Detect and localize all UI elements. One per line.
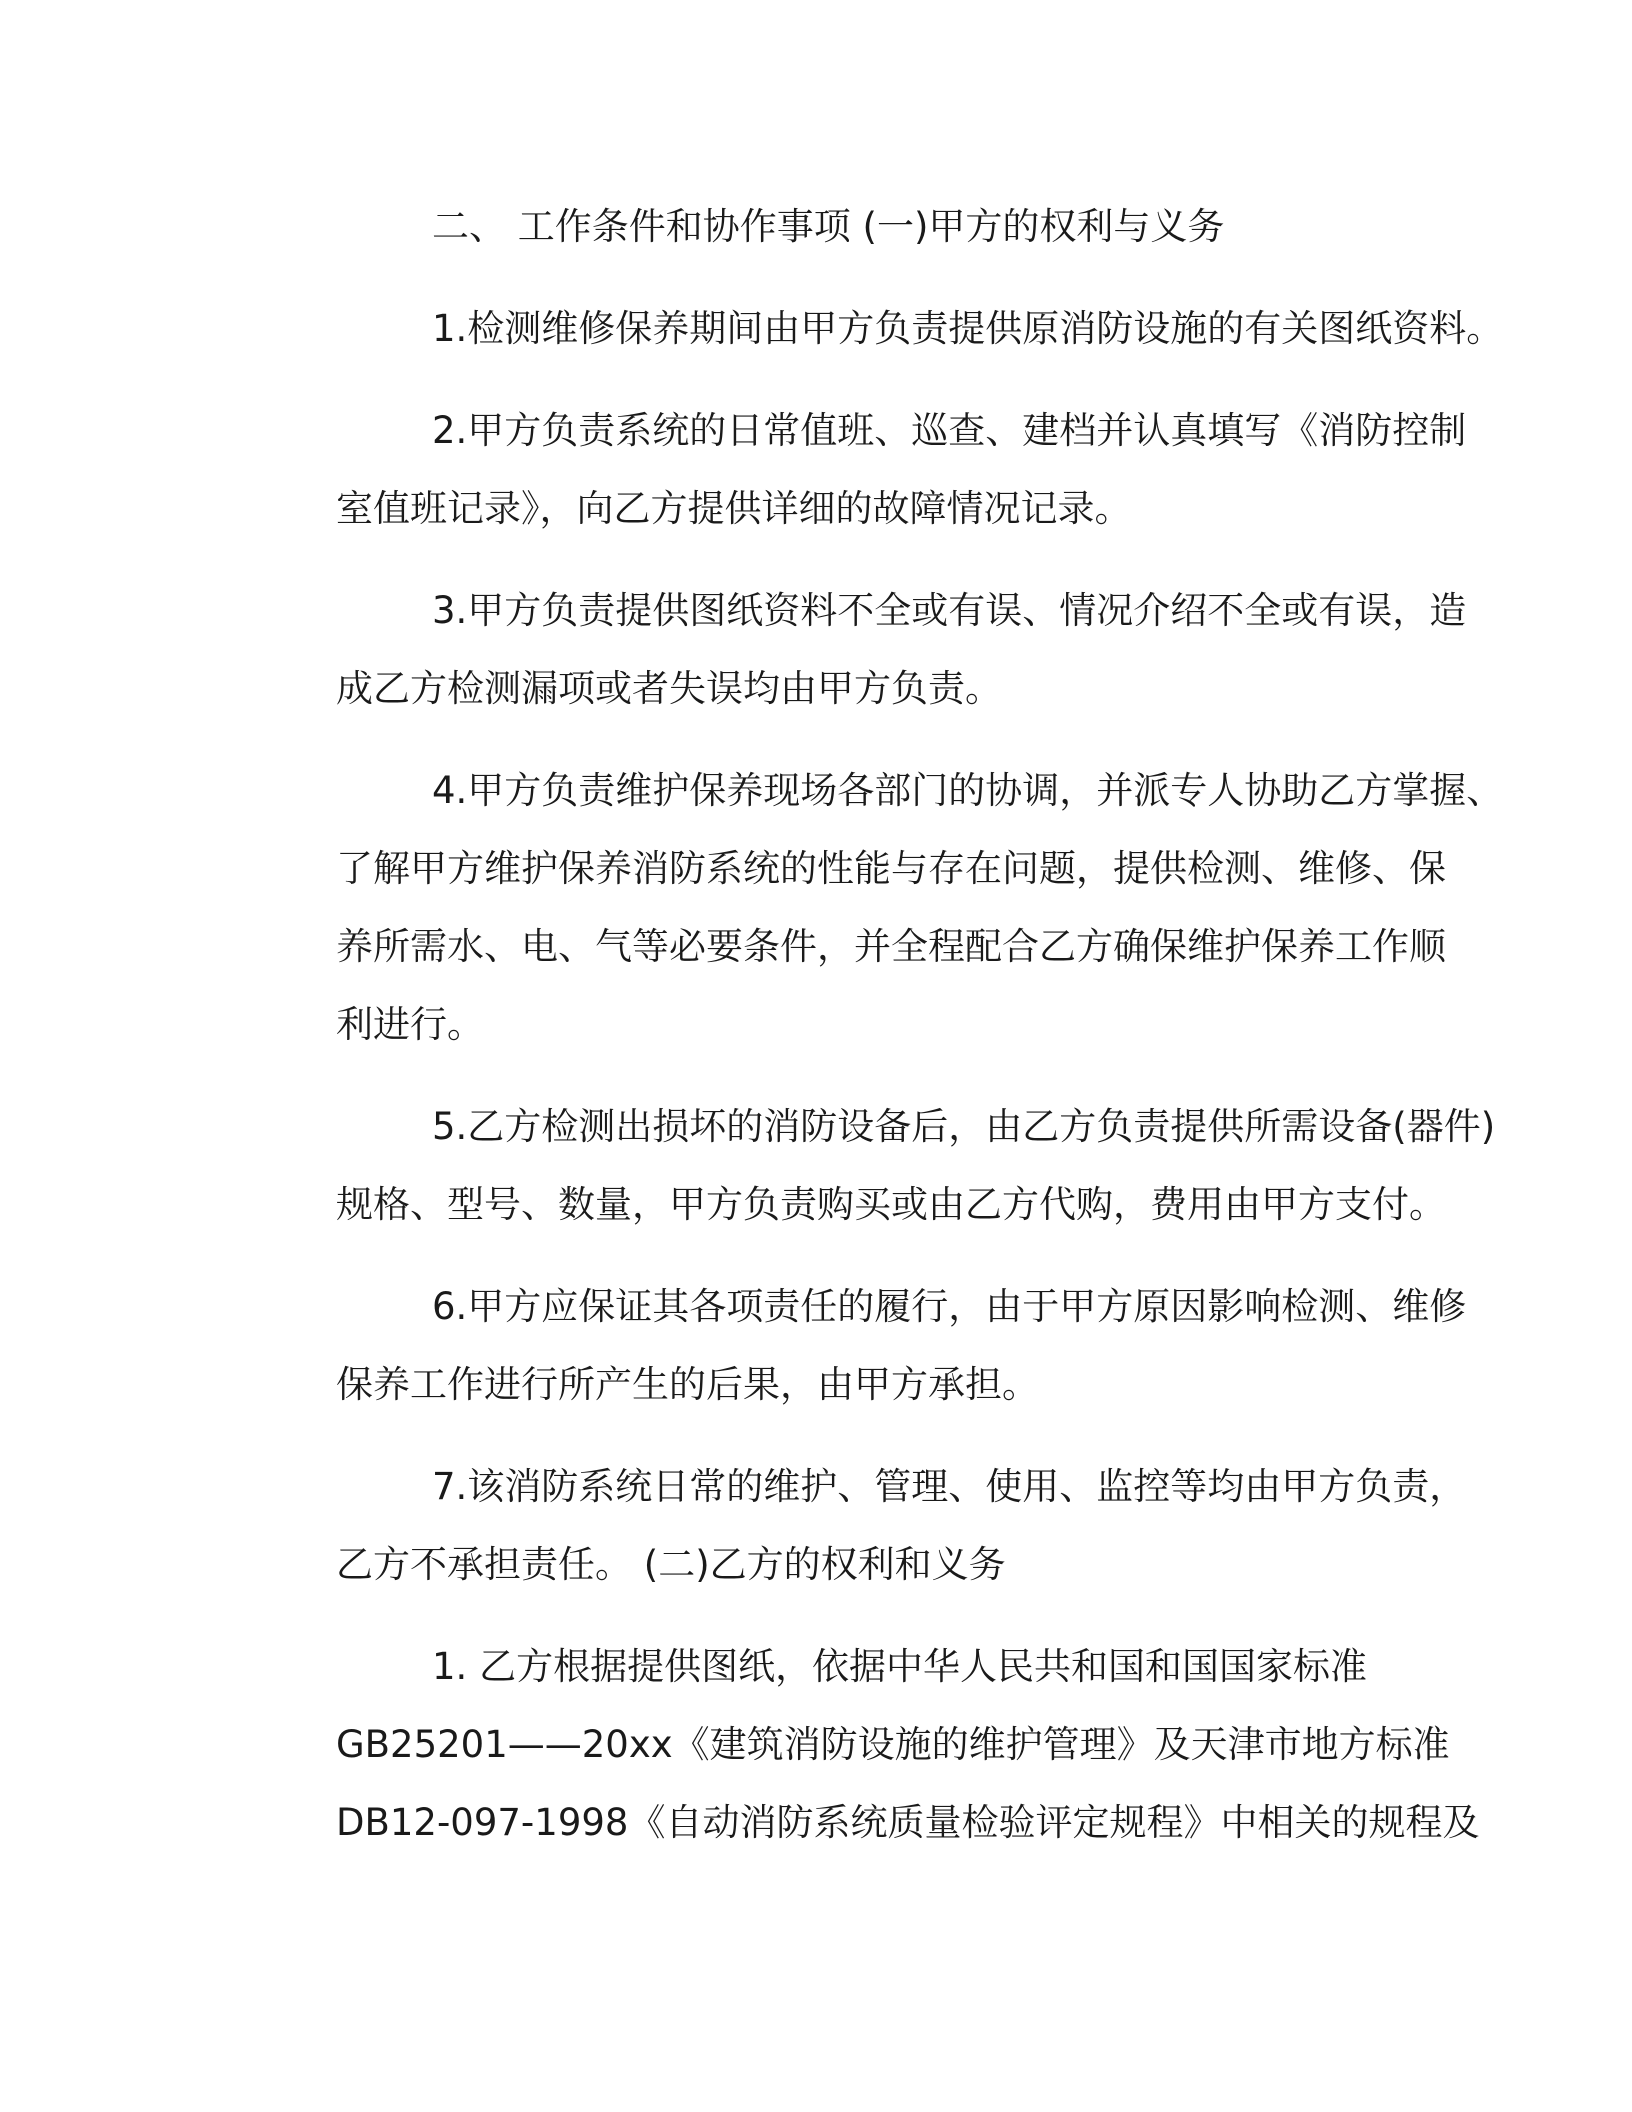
text-line: 乙方不承担责任。 (二)乙方的权利和义务 [336, 1543, 1006, 1586]
text-line: 1.检测维修保养期间由甲方负责提供原消防设施的有关图纸资料。 [432, 307, 1504, 350]
text-line: GB25201——20xx《建筑消防设施的维护管理》及天津市地方标准 [336, 1723, 1450, 1766]
text-line: 室值班记录》，向乙方提供详细的故障情况记录。 [336, 487, 1132, 530]
text-line: 6.甲方应保证其各项责任的履行，由于甲方原因影响检测、维修 [432, 1285, 1467, 1328]
paragraph-item-6 [240, 1268, 1467, 1424]
text-line: 利进行。 [336, 1003, 484, 1046]
paragraph-item-8 [240, 1628, 1480, 1862]
section-heading-paragraph [240, 188, 1390, 266]
text-line: 成乙方检测漏项或者失误均由甲方负责。 [336, 667, 1002, 710]
text-line: 了解甲方维护保养消防系统的性能与存在问题，提供检测、维修、保 [336, 847, 1446, 890]
text-line: 4.甲方负责维护保养现场各部门的协调，并派专人协助乙方掌握、 [432, 769, 1504, 812]
paragraph-item-3 [240, 572, 1467, 728]
text-line: 3.甲方负责提供图纸资料不全或有误、情况介绍不全或有误，造 [432, 589, 1467, 632]
text-line: 规格、型号、数量，甲方负责购买或由乙方代购，费用由甲方支付。 [336, 1183, 1446, 1226]
text-line: 2.甲方负责系统的日常值班、巡查、建档并认真填写《消防控制 [432, 409, 1467, 452]
text-line: 1. 乙方根据提供图纸，依据中华人民共和国和国国家标准 [432, 1645, 1368, 1688]
paragraph-item-7 [240, 1448, 1467, 1604]
text-line: 7.该消防系统日常的维护、管理、使用、监控等均由甲方负责， [432, 1465, 1467, 1508]
text-line: 保养工作进行所产生的后果，由甲方承担。 [336, 1363, 1039, 1406]
text-line: 二、 工作条件和协作事项 (一)甲方的权利与义务 [432, 205, 1225, 248]
text-line: 5.乙方检测出损坏的消防设备后，由乙方负责提供所需设备(器件) [432, 1105, 1496, 1148]
paragraph-item-5 [240, 1088, 1496, 1244]
paragraph-item-4 [240, 752, 1504, 1064]
text-line: DB12-097-1998《自动消防系统质量检验评定规程》中相关的规程及 [336, 1801, 1480, 1844]
text-line: 养所需水、电、气等必要条件，并全程配合乙方确保维护保养工作顺 [336, 925, 1446, 968]
document-body [240, 188, 1504, 1886]
paragraph-item-1 [240, 290, 1504, 368]
paragraph-item-2 [240, 392, 1467, 548]
